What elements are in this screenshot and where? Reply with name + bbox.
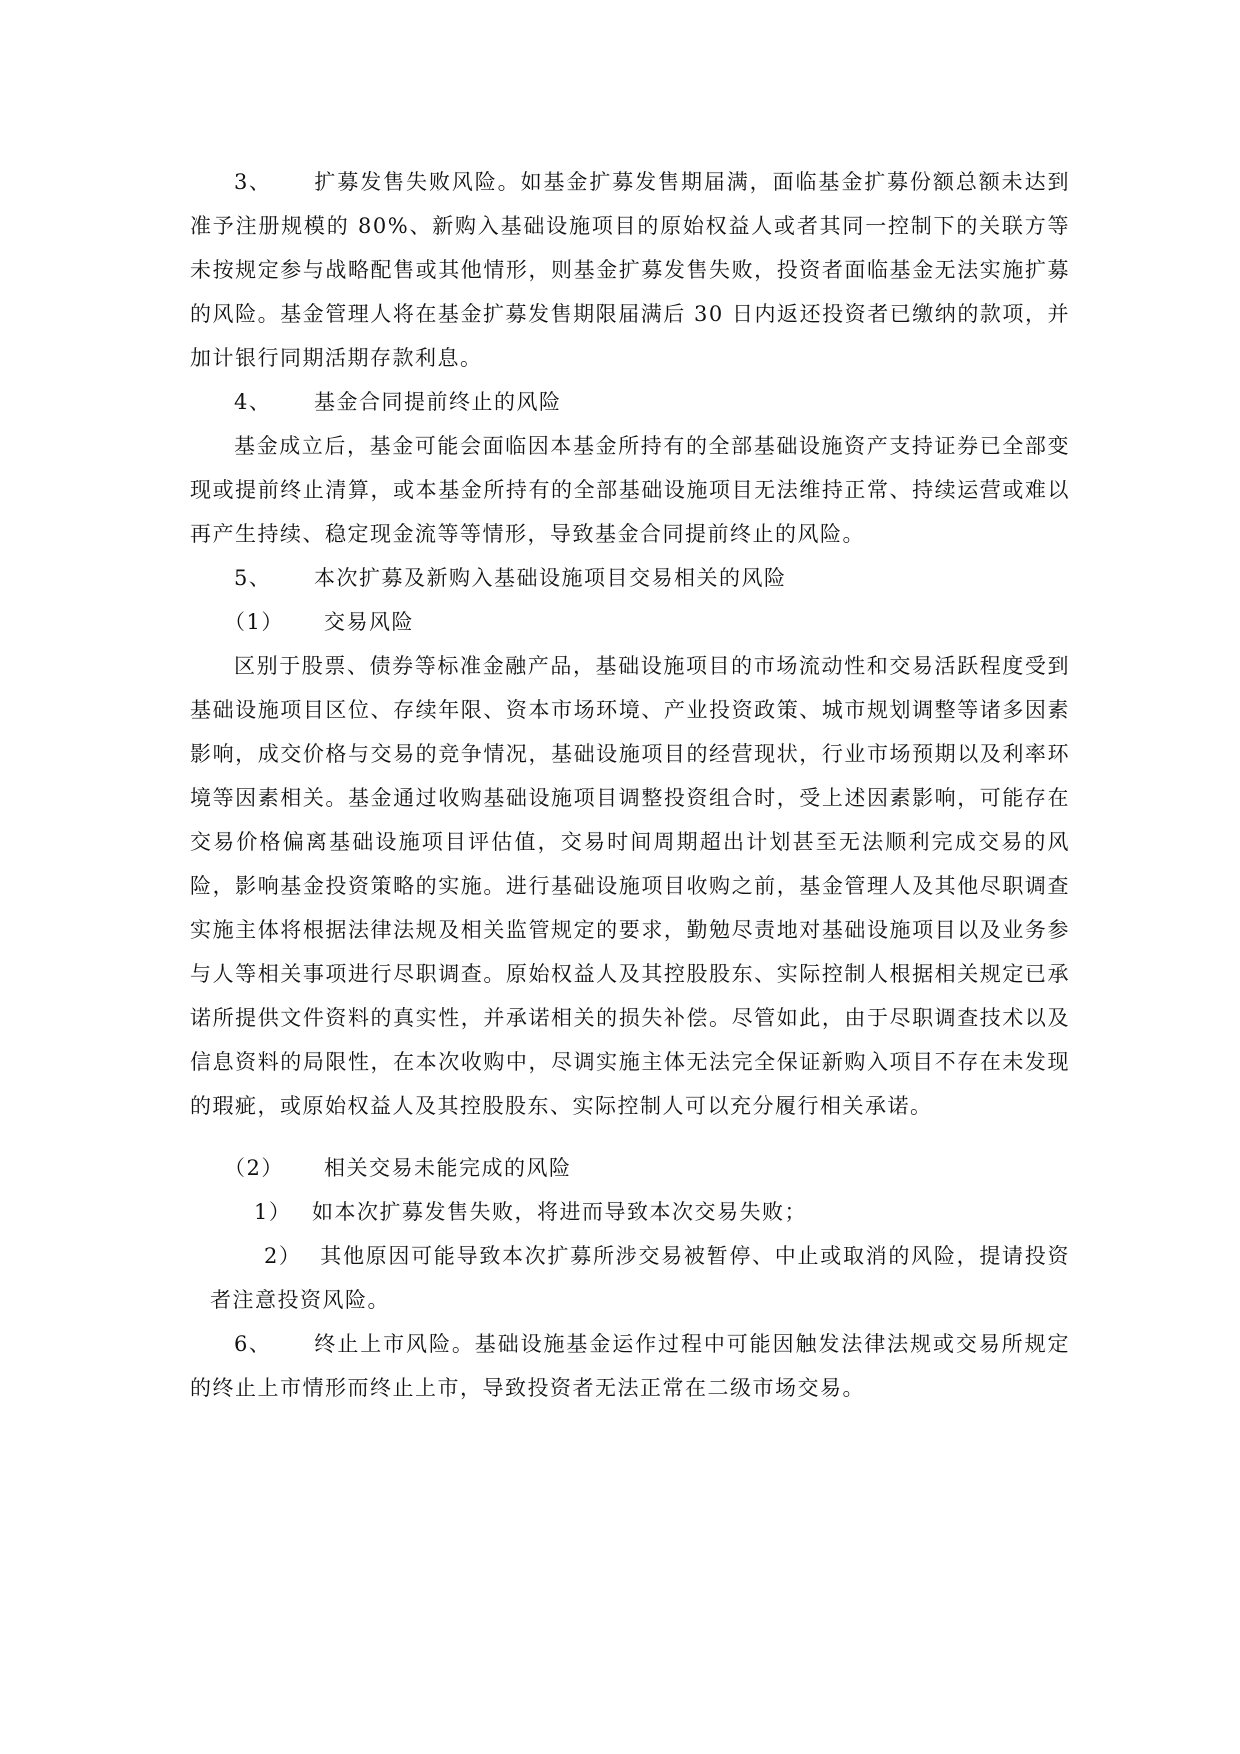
item-number: 6、 — [234, 1332, 272, 1356]
risk-item-5 — [190, 556, 1070, 600]
sub-item-2 — [190, 1146, 1070, 1190]
item-heading: 本次扩募及新购入基础设施项目交易相关的风险 — [314, 566, 787, 590]
risk-item-6 — [190, 1322, 1070, 1410]
sub-sub-item-2 — [190, 1234, 1070, 1322]
paragraph-contract-termination: 基金成立后，基金可能会面临因本基金所持有的全部基础设施资产支持证券已全部变现或提前终止清算，或本基金所持有的全部基础设施项目无法维持正常、持续运营或难以再产生持续、稳定现金流等等情形，导致基金合同提前终止的风险。 — [190, 434, 1070, 546]
sub-sub-item-text: 其他原因可能导致本次扩募所涉交易被暂停、中止或取消的风险，提请投资者注意投资风险。 — [210, 1244, 1070, 1312]
item-number: 5、 — [234, 566, 272, 590]
sub-sub-item-number: 2） — [264, 1244, 302, 1268]
item-number: 3、 — [234, 170, 272, 194]
sub-sub-item-1 — [190, 1190, 1070, 1234]
sub-item-heading: 交易风险 — [324, 610, 414, 634]
spacer — [190, 1128, 1070, 1146]
sub-sub-item-number: 1） — [254, 1200, 292, 1224]
item-number: 4、 — [234, 390, 272, 414]
item-heading: 基金合同提前终止的风险 — [314, 390, 562, 414]
sub-item-number: （2） — [224, 1156, 284, 1180]
risk-item-4 — [190, 380, 1070, 424]
item-text: 扩募发售失败风险。如基金扩募发售期届满，面临基金扩募份额总额未达到准予注册规模的 80%、新购入基础设施项目的原始权益人或者其同一控制下的关联方等未按规定参与战略配售或其他情形，则基金扩募发售失败，投资者面临基金无法实施扩募的风险。基金管理人将在基金扩募发售期限届满后 30 日内返还投资者已缴纳的款项，并加计银行同期活期存款利息。 — [190, 170, 1070, 370]
sub-item-1 — [190, 600, 1070, 644]
sub-sub-item-text: 如本次扩募发售失败，将进而导致本次交易失败； — [312, 1200, 807, 1224]
sub-item-heading: 相关交易未能完成的风险 — [324, 1156, 572, 1180]
document-body — [190, 160, 1070, 1410]
paragraph-transaction-risk: 区别于股票、债券等标准金融产品，基础设施项目的市场流动性和交易活跃程度受到基础设施项目区位、存续年限、资本市场环境、产业投资政策、城市规划调整等诸多因素影响，成交价格与交易的竞争情况，基础设施项目的经营现状，行业市场预期以及利率环境等因素相关。基金通过收购基础设施项目调整投资组合时，受上述因素影响，可能存在交易价格偏离基础设施项目评估值，交易时间周期超出计划甚至无法顺利完成交易的风险，影响基金投资策略的实施。进行基础设施项目收购之前，基金管理人及其他尽职调查实施主体将根据法律法规及相关监管规定的要求，勤勉尽责地对基础设施项目以及业务参与人等相关事项进行尽职调查。原始权益人及其控股股东、实际控制人根据相关规定已承诺所提供文件资料的真实性，并承诺相关的损失补偿。尽管如此，由于尽职调查技术以及信息资料的局限性，在本次收购中，尽调实施主体无法完全保证新购入项目不存在未发现的瑕疵，或原始权益人及其控股股东、实际控制人可以充分履行相关承诺。 — [190, 654, 1070, 1118]
risk-item-3 — [190, 160, 1070, 380]
item-text: 终止上市风险。基础设施基金运作过程中可能因触发法律法规或交易所规定的终止上市情形而终止上市，导致投资者无法正常在二级市场交易。 — [190, 1332, 1070, 1400]
sub-item-number: （1） — [224, 610, 284, 634]
